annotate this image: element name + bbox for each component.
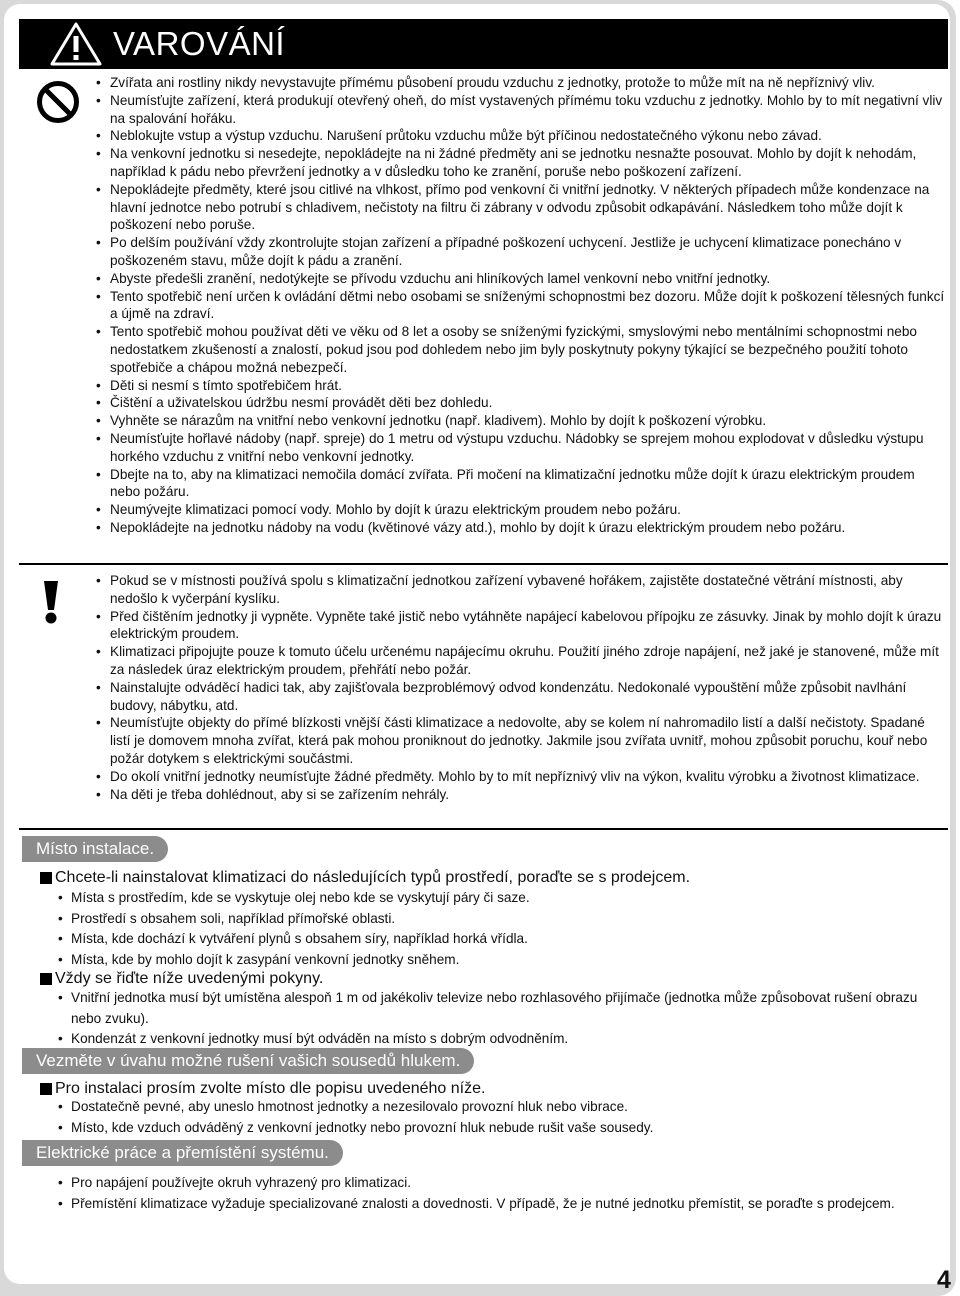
page-number: 4 — [937, 1266, 951, 1294]
list-item: • Děti si nesmí s tímto spotřebičem hrát. — [96, 377, 946, 395]
list-item: • Na děti je třeba dohlédnout, aby si se zařízením nehrály. — [96, 786, 946, 804]
list-item: • Na venkovní jednotku si nesedejte, nepokládejte na ni žádné předměty ani se jednotku nesnažte posouvat. Mohlo by dojít k nehodám, například k pádu nebo převržení jednotky a v důsledku toho ke zranění, poruše nebo poškození zařízení. — [96, 145, 946, 181]
list-item: • Do okolí vnitřní jednotky neumísťujte žádné předměty. Mohlo by to mít nepříznivý vliv na výkon, kvalitu výrobku a životnost klimatizace. — [96, 768, 946, 786]
electrical-list — [58, 1173, 938, 1214]
warning-header — [19, 19, 948, 69]
noise-list — [58, 1097, 938, 1138]
list-item: • Neumísťujte hořlavé nádoby (např. spreje) do 1 metru od výstupu vzduchu. Nádobky se sprejem mohou explodovat v důsledku výstupu horkého vzduchu z vnitřní nebo venkovní jednotky. — [96, 430, 946, 466]
list-item: • Místa s prostředím, kde se vyskytuje olej nebo kde se vyskytují páry či saze. — [58, 888, 938, 909]
list-item: • Nainstalujte odváděcí hadici tak, aby zajišťovala bezproblémový odvod kondenzátu. Nedokonalé vypouštění může způsobit navlhání budovy, nábytku, atd. — [96, 679, 946, 715]
list-item: • Vnitřní jednotka musí být umístěna alespoň 1 m od jakékoliv televize nebo rozhlasového přijímače (jednotka může způsobovat rušení obrazu nebo zvuku). — [58, 988, 938, 1029]
list-item: • Prostředí s obsahem soli, například přímořské oblasti. — [58, 909, 938, 930]
noise-heading — [40, 1079, 485, 1098]
list-item: • Tento spotřebič není určen k ovládání dětmi nebo osobami se sníženými schopnostmi bez dozoru. Může dojít k poškození tělesných funkcí a újmě na zdraví. — [96, 288, 946, 324]
list-item: • Neumísťujte objekty do přímé blízkosti vnější části klimatizace a nedovolte, aby se kolem ní nahromadilo listí a další nečistoty. Spadané listí je domovem mnoha zvířat, která pak mohou proniknout do jednotky. Jakmile jsou zvířata uvnitř, mohou způsobit poruchu, kouř nebo požár dotykem s elektrickými součástmi. — [96, 714, 946, 767]
manual-page — [4, 4, 950, 1284]
list-item: • Čištění a uživatelskou údržbu nesmí provádět děti bez dohledu. — [96, 394, 946, 412]
installation-heading-2 — [40, 969, 323, 988]
square-bullet-icon — [40, 973, 52, 985]
installation-list-2 — [58, 988, 938, 1050]
list-item: • Tento spotřebič mohou používat děti ve věku od 8 let a osoby se sníženými fyzickými, smyslovými nebo mentálními schopnostmi nebo nedostatkem zkušeností a znalostí, pokud jsou pod dohledem nebo jim byly poskytnuty pokyny týkající se bezpečného použití tohoto spotřebiče a chápou možná nebezpečí. — [96, 323, 946, 376]
list-item: • Dbejte na to, aby na klimatizaci nemočila domácí zvířata. Při močení na klimatizační jednotku může dojít k úrazu elektrickým proudem nebo požáru. — [96, 466, 946, 502]
list-item: • Zvířata ani rostliny nikdy nevystavujte přímému působení proudu vzduchu z jednotky, protože to může mít na ně nepříznivý vliv. — [96, 74, 946, 92]
heading-text: Vždy se řiďte níže uvedenými pokyny. — [55, 970, 324, 987]
square-bullet-icon — [40, 872, 52, 884]
mandatory-list — [96, 572, 946, 803]
divider — [19, 563, 948, 565]
list-item: • Nepokládejte předměty, které jsou citlivé na vlhkost, přímo pod venkovní či vnitřní jednotky. V některých případech může kondenzace na hlavní jednotce nebo potrubí s chladivem, nečistoty na filtru či zábrany v odvodu způsobit odkapávání. Následkem toho může dojít k poškození nebo poruše. — [96, 181, 946, 234]
section-title-installation: Místo instalace. — [22, 836, 168, 862]
list-item: • Abyste předešli zranění, nedotýkejte se přívodu vzduchu ani hliníkových lamel venkovní nebo vnitřní jednotky. — [96, 270, 946, 288]
list-item: • Místa, kde by mohlo dojít k zasypání venkovní jednotky sněhem. — [58, 950, 938, 971]
list-item: • Neumísťujte zařízení, která produkují otevřený oheň, do míst vystavených přímému toku vzduchu z jednotky. Mohlo by to mít negativní vliv na spalování hořáku. — [96, 92, 946, 128]
list-item: • Před čištěním jednotky ji vypněte. Vypněte také jistič nebo vytáhněte napájecí kabelovou přípojku ze zásuvky. Jinak by mohlo dojít k úrazu elektrickým proudem. — [96, 608, 946, 644]
list-item: • Kondenzát z venkovní jednotky musí být odváděn na místo s dobrým odvodněním. — [58, 1029, 938, 1050]
section-title-noise: Vezměte v úvahu možné rušení vašich sousedů hlukem. — [22, 1048, 474, 1074]
list-item: • Nepokládejte na jednotku nádoby na vodu (květinové vázy atd.), mohlo by dojít k úrazu elektrickým proudem nebo požáru. — [96, 519, 946, 537]
installation-list-1 — [58, 888, 938, 970]
warning-title: VAROVÁNÍ — [113, 25, 286, 62]
list-item: • Dostatečně pevné, aby uneslo hmotnost jednotky a nezesilovalo provozní hluk nebo vibrace. — [58, 1097, 938, 1118]
list-item: • Místa, kde dochází k vytváření plynů s obsahem síry, například horká vřídla. — [58, 929, 938, 950]
list-item: • Místo, kde vzduch odváděný z venkovní jednotky nebo provozní hluk nebude rušit vaše sousedy. — [58, 1118, 938, 1139]
square-bullet-icon — [40, 1083, 52, 1095]
list-item: • Vyhněte se nárazům na vnitřní nebo venkovní jednotku (např. kladivem). Mohlo by dojít k poškození výrobku. — [96, 412, 946, 430]
list-item: • Přemístění klimatizace vyžaduje specializované znalosti a dovednosti. V případě, že je nutné jednotku přemístit, se poraďte s prodejcem. — [58, 1194, 938, 1215]
list-item: • Neumývejte klimatizaci pomocí vody. Mohlo by dojít k úrazu elektrickým proudem nebo požáru. — [96, 501, 946, 519]
list-item: • Neblokujte vstup a výstup vzduchu. Narušení průtoku vzduchu může být příčinou nedostatečného výkonu nebo závad. — [96, 127, 946, 145]
prohibited-list — [96, 74, 946, 537]
heading-text: Pro instalaci prosím zvolte místo dle popisu uvedeného níže. — [55, 1080, 486, 1097]
mandatory-exclamation-icon — [31, 579, 71, 625]
heading-text: Chcete-li nainstalovat klimatizaci do následujících typů prostředí, poraďte se s prodejcem. — [55, 869, 691, 886]
divider — [19, 828, 948, 830]
warning-triangle-icon — [49, 21, 103, 67]
list-item: • Klimatizaci připojujte pouze k tomuto účelu určenému napájecímu okruhu. Použití jiného zdroje napájení, než jaké je stanovené, může mít za následek úraz elektrickým proudem, přehřátí nebo požár. — [96, 643, 946, 679]
list-item: • Po delším používání vždy zkontrolujte stojan zařízení a případné poškození uchycení. Jestliže je uchycení klimatizace ponecháno v poškozeném stavu, může dojít k pádu a zranění. — [96, 234, 946, 270]
section-title-electrical: Elektrické práce a přemístění systému. — [22, 1140, 343, 1166]
installation-heading-1 — [40, 868, 690, 887]
list-item: • Pokud se v místnosti používá spolu s klimatizační jednotkou zařízení vybavené hořákem, zajistěte dostatečné větrání místnosti, aby nedošlo k vyčerpání kyslíku. — [96, 572, 946, 608]
list-item: • Pro napájení používejte okruh vyhrazený pro klimatizaci. — [58, 1173, 938, 1194]
prohibited-icon — [36, 80, 80, 124]
